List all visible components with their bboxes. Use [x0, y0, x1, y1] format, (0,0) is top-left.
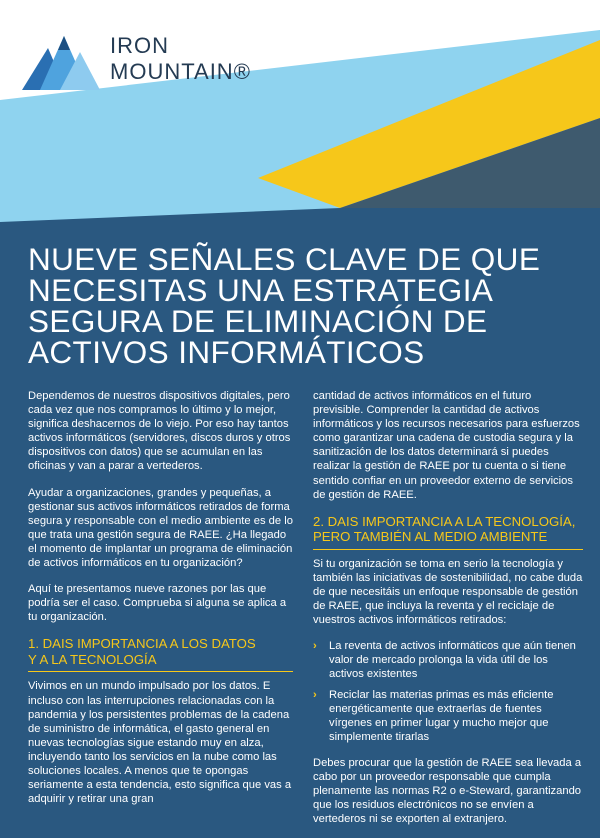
chevron-right-icon: › [313, 640, 317, 653]
section-2-heading [313, 514, 583, 545]
chevron-right-icon: › [313, 688, 317, 701]
section-2-heading-line: 2. DAIS IMPORTANCIA A LA TECNOLOGÍA, [313, 513, 576, 529]
brand-logo [22, 28, 251, 98]
title-line: SEGURA DE ELIMINACIÓN DE [28, 303, 488, 339]
section-1-heading-line: 1. DAIS IMPORTANCIA A LOS DATOS [28, 636, 256, 652]
section-2-heading-line: PERO TAMBIÉN AL MEDIO AMBIENTE [313, 529, 548, 545]
bullet-text: Reciclar las materias primas es más eficiente energéticamente que extraerlas de fuentes vírgenes en primer lugar y mucho mejor que simplemente tirarlas [329, 688, 554, 743]
continued-paragraph: cantidad de activos informáticos en el futuro previsible. Comprender la cantidad de activos informáticos y los recursos necesarios para esfuerzos como garantizar una cadena de custodia segura y la sanitización de los datos determinará si puedes realizar la gestión de RAEE por tu cuenta o si tiene sentido confiar en un proveedor externo de servicios de gestión de RAEE. [313, 390, 580, 501]
section-1-body: Vivimos en un mundo impulsado por los datos. E incluso con las interrupciones relacionadas con la pandemia y los persistentes problemas de la cadena de suministro de informática, el gasto general en nuevas tecnologías sigue estando muy en alza, incluyendo tanto los servicios en la nube como las soluciones locales. A menos que te opongas seriamente a esta tendencia, esto significa que vas a adquirir y retirar una gran [28, 680, 292, 806]
brand-name-line2: MOUNTAIN® [110, 59, 251, 84]
bullet-item [313, 688, 583, 744]
title-line: ACTIVOS INFORMÁTICOS [28, 334, 425, 370]
left-column [28, 389, 293, 818]
brand-name-line1: IRON [110, 33, 169, 58]
section-2-divider [313, 549, 583, 550]
bullet-text: La reventa de activos informáticos que aún tienen valor de mercado prolonga la vida útil de los activos existentes [329, 640, 576, 681]
section-1-heading [28, 636, 293, 667]
page-title [28, 241, 588, 370]
bullet-item [313, 639, 583, 681]
section-2-body: Si tu organización se toma en serio la tecnología y también las iniciativas de sostenibilidad, no cabe duda de que necesitáis un enfoque responsable de gestión de RAEE, que incluya la reventa y el reciclaje de vuestros activos informáticos retirados: [313, 557, 583, 627]
bullet-list [313, 639, 583, 744]
mountain-logo-icon [22, 30, 100, 90]
reasons-intro-paragraph: Aquí te presentamos nueve razones por las que podría ser el caso. Comprueba si alguna se aplica a tu organización. [28, 583, 287, 624]
title-line: NECESITAS UNA ESTRATEGIA [28, 272, 494, 308]
intro-paragraph: Dependemos de nuestros dispositivos digitales, pero cada vez que nos compramos lo último y lo mejor, significa deshacernos de lo viejo. Por eso hay tantos activos informáticos (servidores, discos duros y otros dispositivos con datos) que se acumulan en las oficinas y van a parar a vertederos. [28, 390, 291, 473]
section-1-heading-line: Y A LA TECNOLOGÍA [28, 651, 157, 667]
section-1-divider [28, 671, 293, 672]
context-paragraph: Ayudar a organizaciones, grandes y pequeñas, a gestionar sus activos informáticos retirados de forma segura y responsable con el medio ambiente es de lo que trata una gestión segura de RAEE. ¿Ha llegado el momento de implantar un programa de eliminación de activos informáticos en tu organización? [28, 486, 293, 570]
title-line: NUEVE SEÑALES CLAVE DE QUE [28, 241, 541, 277]
right-column [313, 389, 583, 838]
closing-paragraph: Debes procurar que la gestión de RAEE sea llevada a cabo por un proveedor responsable que cumpla plenamente las normas R2 o e-Steward, garantizando que los residuos electrónicos no se envíen a vertederos ni se exporten al extranjero. [313, 756, 582, 826]
